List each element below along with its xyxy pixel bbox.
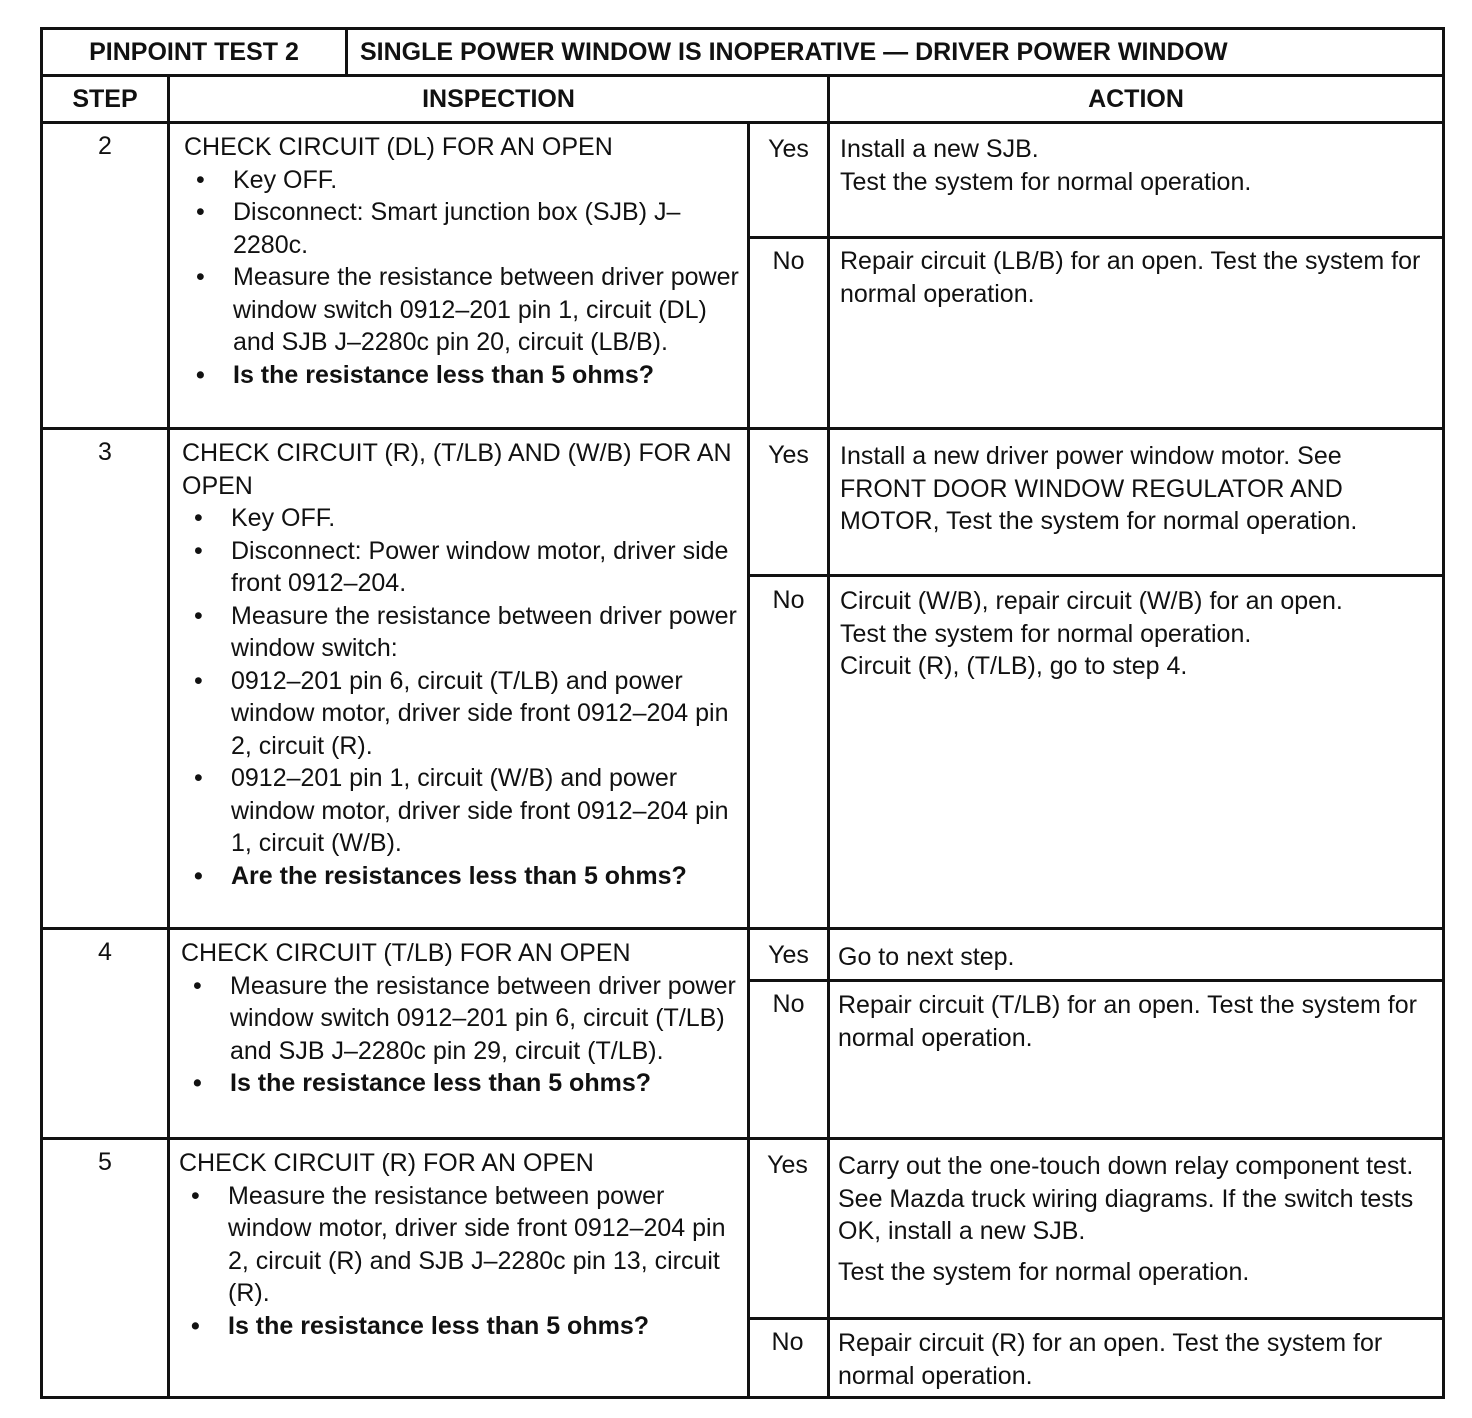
divider (749, 236, 1445, 239)
inspection-cell (184, 131, 744, 391)
no-action (838, 989, 1438, 1054)
divider (827, 74, 830, 1399)
divider (749, 574, 1445, 577)
yes-action (840, 133, 1435, 198)
action-text: Test the system for normal operation. (838, 1257, 1250, 1286)
inspection-bullet: • Key OFF. (184, 164, 744, 197)
yes-action (838, 1150, 1435, 1288)
divider (40, 427, 1445, 430)
action-text: Circuit (W/B), repair circuit (W/B) for an open. (840, 587, 1343, 615)
divider (747, 121, 750, 1399)
yes-action (838, 941, 1435, 974)
action-text: Install a new driver power window motor. See FRONT DOOR WINDOW REGULATOR AND MOTOR, Test the system for normal operation. (840, 442, 1358, 535)
no-label: No (772, 586, 805, 614)
column-header-step: STEP (72, 84, 138, 113)
divider (167, 74, 170, 1399)
divider (749, 1317, 1445, 1320)
column-header-action: ACTION (1088, 84, 1184, 113)
inspection-question: • Is the resistance less than 5 ohms? (184, 359, 744, 392)
inspection-question: • Is the resistance less than 5 ohms? (179, 1310, 744, 1343)
divider (40, 121, 1445, 124)
inspection-bullet: • Measure the resistance between driver power window switch 0912–201 pin 1, circuit (DL) and SJB J–2280c pin 20, circuit (LB/B). (184, 261, 744, 359)
action-text: Repair circuit (T/LB) for an open. Test the system for normal operation. (838, 991, 1417, 1052)
inspection-title: CHECK CIRCUIT (R) FOR AN OPEN (179, 1149, 594, 1177)
action-text: Test the system for normal operation. (840, 619, 1252, 648)
action-text: Carry out the one-touch down relay component test. See Mazda truck wiring diagrams. If the switch tests OK, install a new SJB. (838, 1152, 1414, 1245)
test-id: PINPOINT TEST 2 (89, 37, 299, 66)
inspection-bullet: • Key OFF. (182, 502, 744, 535)
step-number: 3 (98, 438, 112, 466)
inspection-title: CHECK CIRCUIT (R), (T/LB) AND (W/B) FOR AN OPEN (182, 439, 732, 500)
action-text: Repair circuit (R) for an open. Test the system for normal operation. (838, 1329, 1383, 1390)
inspection-cell (181, 937, 744, 1100)
divider (40, 1137, 1445, 1140)
no-label: No (772, 247, 805, 275)
no-action (840, 245, 1430, 310)
yes-action (840, 440, 1410, 538)
yes-label: Yes (767, 1151, 808, 1179)
divider (40, 927, 1445, 930)
step-number: 4 (98, 938, 112, 966)
yes-label: Yes (768, 441, 809, 469)
inspection-bullet: • Measure the resistance between driver power window switch: (182, 600, 744, 665)
yes-label: Yes (768, 135, 809, 163)
inspection-question: • Are the resistances less than 5 ohms? (182, 860, 744, 893)
no-action (838, 1327, 1435, 1392)
action-text: Circuit (R), (T/LB), go to step 4. (840, 652, 1188, 680)
inspection-bullet: • 0912–201 pin 6, circuit (T/LB) and power window motor, driver side front 0912–204 pin 2, circuit (R). (182, 665, 744, 763)
divider (749, 979, 1445, 982)
column-header-inspection: INSPECTION (422, 84, 575, 113)
step-number: 5 (98, 1148, 112, 1176)
inspection-title: CHECK CIRCUIT (DL) FOR AN OPEN (184, 133, 613, 161)
inspection-bullet: • Disconnect: Power window motor, driver side front 0912–204. (182, 535, 744, 600)
inspection-cell (179, 1147, 744, 1342)
no-label: No (772, 990, 805, 1018)
action-text: Test the system for normal operation. (840, 167, 1252, 196)
inspection-bullet: • Measure the resistance between driver power window switch 0912–201 pin 6, circuit (T/LB) and SJB J–2280c pin 29, circuit (T/LB). (181, 970, 744, 1068)
divider (345, 27, 348, 77)
step-number: 2 (98, 132, 112, 160)
action-text: Repair circuit (LB/B) for an open. Test the system for normal operation. (840, 247, 1421, 308)
action-text: Go to next step. (838, 943, 1015, 971)
test-title: SINGLE POWER WINDOW IS INOPERATIVE — DRIVER POWER WINDOW (360, 37, 1228, 66)
action-text: Install a new SJB. (840, 135, 1039, 163)
inspection-title: CHECK CIRCUIT (T/LB) FOR AN OPEN (181, 939, 631, 967)
inspection-question: • Is the resistance less than 5 ohms? (181, 1067, 744, 1100)
inspection-bullet: • 0912–201 pin 1, circuit (W/B) and power window motor, driver side front 0912–204 pin 1, circuit (W/B). (182, 762, 744, 860)
inspection-bullet: • Measure the resistance between power window motor, driver side front 0912–204 pin 2, circuit (R) and SJB J–2280c pin 13, circuit (R). (179, 1180, 744, 1310)
yes-label: Yes (768, 941, 809, 969)
no-label: No (771, 1328, 804, 1356)
inspection-bullet: • Disconnect: Smart junction box (SJB) J–2280c. (184, 196, 744, 261)
no-action (840, 585, 1435, 683)
inspection-cell (182, 437, 744, 892)
